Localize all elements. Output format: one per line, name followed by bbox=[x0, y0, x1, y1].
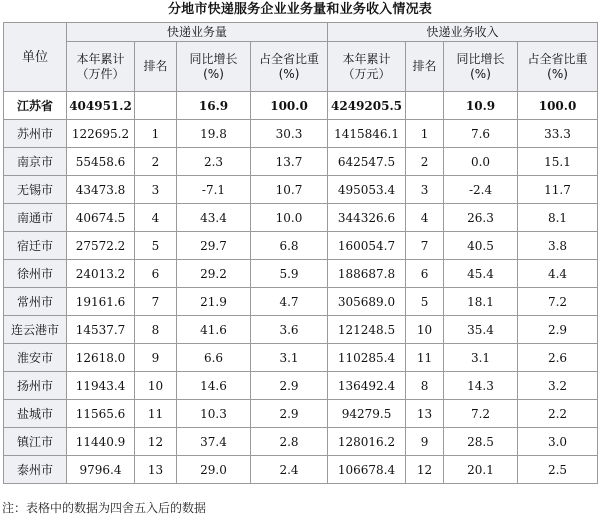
volume-share-header-line1: 占全省比重 bbox=[259, 51, 320, 66]
table-row-province-total bbox=[4, 92, 598, 120]
revenue-rank-cell: 10 bbox=[406, 316, 444, 344]
volume-cell: 12618.0 bbox=[67, 344, 135, 372]
revenue-rank-cell: 4 bbox=[406, 204, 444, 232]
revenue-rank-cell: 9 bbox=[406, 428, 444, 456]
volume-cell: 19161.6 bbox=[67, 288, 135, 316]
revenue-yoy-cell: 7.2 bbox=[444, 400, 518, 428]
revenue-share-cell: 3.2 bbox=[518, 372, 598, 400]
revenue-rank-cell: 6 bbox=[406, 260, 444, 288]
volume-rank-cell: 11 bbox=[135, 400, 177, 428]
table-row bbox=[4, 204, 598, 232]
revenue-yoy-cell: 7.6 bbox=[444, 120, 518, 148]
volume-share-cell: 4.7 bbox=[251, 288, 328, 316]
revenue-yoy-cell: -2.4 bbox=[444, 176, 518, 204]
table-row bbox=[4, 316, 598, 344]
revenue-share-cell: 2.9 bbox=[518, 316, 598, 344]
volume-yoy-cell: 10.3 bbox=[177, 400, 251, 428]
city-cell: 宿迁市 bbox=[4, 232, 67, 260]
table-footnote: 注：表格中的数据为四舍五入后的数据 bbox=[2, 501, 207, 515]
volume-rank-cell: 6 bbox=[135, 260, 177, 288]
volume-share-cell: 6.8 bbox=[251, 232, 328, 260]
volume-share-cell: 100.0 bbox=[251, 92, 328, 120]
revenue-cell: 160054.7 bbox=[328, 232, 406, 260]
city-cell: 扬州市 bbox=[4, 372, 67, 400]
revenue-share-cell: 8.1 bbox=[518, 204, 598, 232]
volume-cell: 24013.2 bbox=[67, 260, 135, 288]
revenue-share-cell: 15.1 bbox=[518, 148, 598, 176]
volume-yoy-cell: 2.3 bbox=[177, 148, 251, 176]
volume-rank-cell: 5 bbox=[135, 232, 177, 260]
revenue-share-cell: 3.0 bbox=[518, 428, 598, 456]
revenue-cell: 110285.4 bbox=[328, 344, 406, 372]
revenue-share-cell: 11.7 bbox=[518, 176, 598, 204]
revenue-yoy-cell: 28.5 bbox=[444, 428, 518, 456]
volume-share-cell: 10.7 bbox=[251, 176, 328, 204]
revenue-cell: 1415846.1 bbox=[328, 120, 406, 148]
revenue-yoy-cell: 14.3 bbox=[444, 372, 518, 400]
revenue-share-cell: 3.8 bbox=[518, 232, 598, 260]
volume-rank-cell bbox=[135, 92, 177, 120]
volume-cell: 11943.4 bbox=[67, 372, 135, 400]
revenue-cell: 136492.4 bbox=[328, 372, 406, 400]
revenue-rank-cell: 8 bbox=[406, 372, 444, 400]
city-cell: 淮安市 bbox=[4, 344, 67, 372]
revenue-share-cell: 4.4 bbox=[518, 260, 598, 288]
revenue-cumulative-header bbox=[328, 42, 406, 92]
volume-rank-cell: 9 bbox=[135, 344, 177, 372]
volume-share-cell: 3.6 bbox=[251, 316, 328, 344]
volume-yoy-header-line1: 同比增长 bbox=[189, 51, 238, 66]
revenue-share-header bbox=[518, 42, 598, 92]
revenue-yoy-cell: 20.1 bbox=[444, 456, 518, 484]
table-row bbox=[4, 176, 598, 204]
table-row bbox=[4, 260, 598, 288]
revenue-cell: 128016.2 bbox=[328, 428, 406, 456]
volume-share-cell: 30.3 bbox=[251, 120, 328, 148]
express-stats-table bbox=[3, 22, 598, 484]
volume-cell: 9796.4 bbox=[67, 456, 135, 484]
revenue-rank-cell: 11 bbox=[406, 344, 444, 372]
revenue-yoy-cell: 3.1 bbox=[444, 344, 518, 372]
volume-yoy-cell: 29.2 bbox=[177, 260, 251, 288]
volume-cell: 43473.8 bbox=[67, 176, 135, 204]
city-cell: 江苏省 bbox=[4, 92, 67, 120]
revenue-yoy-cell: 40.5 bbox=[444, 232, 518, 260]
revenue-yoy-cell: 26.3 bbox=[444, 204, 518, 232]
revenue-share-cell: 2.6 bbox=[518, 344, 598, 372]
volume-share-cell: 2.8 bbox=[251, 428, 328, 456]
revenue-cell: 4249205.5 bbox=[328, 92, 406, 120]
revenue-rank-cell: 3 bbox=[406, 176, 444, 204]
table-header bbox=[4, 23, 598, 92]
table-body bbox=[4, 92, 598, 484]
volume-share-cell: 2.4 bbox=[251, 456, 328, 484]
revenue-rank-cell: 2 bbox=[406, 148, 444, 176]
table-row bbox=[4, 428, 598, 456]
city-cell: 南京市 bbox=[4, 148, 67, 176]
volume-yoy-header bbox=[177, 42, 251, 92]
volume-yoy-header-line2: (%) bbox=[203, 66, 224, 81]
volume-rank-cell: 7 bbox=[135, 288, 177, 316]
volume-rank-cell: 12 bbox=[135, 428, 177, 456]
revenue-cell: 121248.5 bbox=[328, 316, 406, 344]
revenue-rank-cell: 12 bbox=[406, 456, 444, 484]
revenue-yoy-header-line1: 同比增长 bbox=[456, 51, 505, 66]
revenue-cell: 344326.6 bbox=[328, 204, 406, 232]
revenue-cell: 188687.8 bbox=[328, 260, 406, 288]
table-row bbox=[4, 288, 598, 316]
volume-yoy-cell: 19.8 bbox=[177, 120, 251, 148]
unit-header: 单位 bbox=[4, 23, 67, 92]
revenue-cumulative-header-line1: 本年累计 bbox=[342, 51, 391, 66]
revenue-rank-header: 排名 bbox=[406, 42, 444, 92]
volume-share-cell: 2.9 bbox=[251, 400, 328, 428]
revenue-yoy-header bbox=[444, 42, 518, 92]
volume-share-cell: 13.7 bbox=[251, 148, 328, 176]
city-cell: 泰州市 bbox=[4, 456, 67, 484]
city-cell: 徐州市 bbox=[4, 260, 67, 288]
city-cell: 镇江市 bbox=[4, 428, 67, 456]
volume-cell: 14537.7 bbox=[67, 316, 135, 344]
volume-yoy-cell: 29.0 bbox=[177, 456, 251, 484]
volume-cell: 40674.5 bbox=[67, 204, 135, 232]
revenue-cell: 305689.0 bbox=[328, 288, 406, 316]
revenue-rank-cell: 5 bbox=[406, 288, 444, 316]
volume-yoy-cell: 6.6 bbox=[177, 344, 251, 372]
volume-cell: 11440.9 bbox=[67, 428, 135, 456]
revenue-yoy-cell: 18.1 bbox=[444, 288, 518, 316]
volume-share-cell: 5.9 bbox=[251, 260, 328, 288]
volume-rank-cell: 10 bbox=[135, 372, 177, 400]
volume-yoy-cell: 16.9 bbox=[177, 92, 251, 120]
volume-share-cell: 3.1 bbox=[251, 344, 328, 372]
revenue-rank-cell bbox=[406, 92, 444, 120]
revenue-rank-cell: 7 bbox=[406, 232, 444, 260]
volume-yoy-cell: 37.4 bbox=[177, 428, 251, 456]
volume-rank-cell: 8 bbox=[135, 316, 177, 344]
revenue-share-cell: 7.2 bbox=[518, 288, 598, 316]
revenue-share-cell: 2.5 bbox=[518, 456, 598, 484]
revenue-cell: 106678.4 bbox=[328, 456, 406, 484]
revenue-cell: 495053.4 bbox=[328, 176, 406, 204]
volume-cumulative-header bbox=[67, 42, 135, 92]
volume-yoy-cell: 14.6 bbox=[177, 372, 251, 400]
volume-share-cell: 2.9 bbox=[251, 372, 328, 400]
volume-group-header: 快递业务量 bbox=[67, 23, 328, 42]
table-row bbox=[4, 120, 598, 148]
volume-rank-cell: 1 bbox=[135, 120, 177, 148]
volume-yoy-cell: -7.1 bbox=[177, 176, 251, 204]
volume-share-cell: 10.0 bbox=[251, 204, 328, 232]
volume-share-header bbox=[251, 42, 328, 92]
volume-rank-cell: 13 bbox=[135, 456, 177, 484]
volume-share-header-line2: (%) bbox=[278, 66, 300, 81]
city-cell: 苏州市 bbox=[4, 120, 67, 148]
revenue-rank-cell: 13 bbox=[406, 400, 444, 428]
table-row bbox=[4, 372, 598, 400]
city-cell: 无锡市 bbox=[4, 176, 67, 204]
revenue-group-header: 快递业务收入 bbox=[328, 23, 598, 42]
revenue-share-cell: 100.0 bbox=[518, 92, 598, 120]
revenue-cell: 642547.5 bbox=[328, 148, 406, 176]
volume-cumulative-header-line1: 本年累计 bbox=[76, 51, 125, 66]
revenue-share-cell: 33.3 bbox=[518, 120, 598, 148]
volume-yoy-cell: 43.4 bbox=[177, 204, 251, 232]
volume-rank-cell: 3 bbox=[135, 176, 177, 204]
volume-rank-header: 排名 bbox=[135, 42, 177, 92]
volume-cell: 55458.6 bbox=[67, 148, 135, 176]
volume-cell: 122695.2 bbox=[67, 120, 135, 148]
table-row bbox=[4, 400, 598, 428]
revenue-yoy-cell: 0.0 bbox=[444, 148, 518, 176]
city-cell: 南通市 bbox=[4, 204, 67, 232]
revenue-share-cell: 2.2 bbox=[518, 400, 598, 428]
revenue-cell: 94279.5 bbox=[328, 400, 406, 428]
volume-rank-cell: 4 bbox=[135, 204, 177, 232]
table-row bbox=[4, 344, 598, 372]
revenue-yoy-cell: 45.4 bbox=[444, 260, 518, 288]
volume-yoy-cell: 29.7 bbox=[177, 232, 251, 260]
revenue-rank-cell: 1 bbox=[406, 120, 444, 148]
volume-cumulative-header-line2: （万件） bbox=[76, 66, 125, 81]
revenue-share-header-line2: (%) bbox=[547, 66, 568, 81]
volume-cell: 11565.6 bbox=[67, 400, 135, 428]
volume-rank-cell: 2 bbox=[135, 148, 177, 176]
revenue-yoy-cell: 10.9 bbox=[444, 92, 518, 120]
city-cell: 盐城市 bbox=[4, 400, 67, 428]
volume-cell: 27572.2 bbox=[67, 232, 135, 260]
revenue-yoy-cell: 35.4 bbox=[444, 316, 518, 344]
table-title: 分地市快递服务企业业务量和业务收入情况表 bbox=[167, 2, 432, 17]
city-cell: 常州市 bbox=[4, 288, 67, 316]
table-row bbox=[4, 456, 598, 484]
city-cell: 连云港市 bbox=[4, 316, 67, 344]
table-row bbox=[4, 148, 598, 176]
volume-yoy-cell: 21.9 bbox=[177, 288, 251, 316]
volume-cell: 404951.2 bbox=[67, 92, 135, 120]
volume-yoy-cell: 41.6 bbox=[177, 316, 251, 344]
revenue-cumulative-header-line2: （万元） bbox=[342, 66, 391, 81]
revenue-yoy-header-line2: (%) bbox=[470, 66, 491, 81]
revenue-share-header-line1: 占全省比重 bbox=[527, 51, 588, 66]
table-row bbox=[4, 232, 598, 260]
